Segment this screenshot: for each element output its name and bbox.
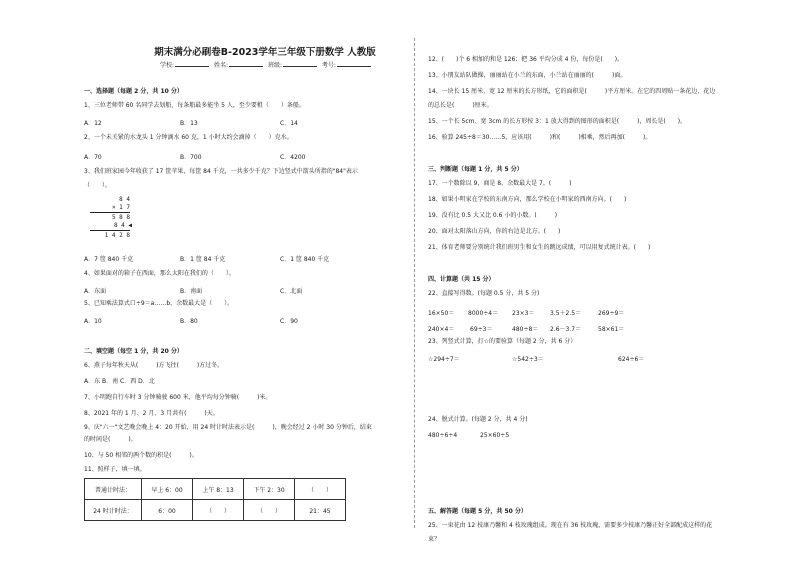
q1-option-b[interactable]: B．13 xyxy=(180,120,198,127)
q3-option-c[interactable]: C．1 筐 840 千克 xyxy=(280,256,330,263)
q4-option-b[interactable]: B．南面 xyxy=(180,288,203,295)
school-label: 学校: xyxy=(160,62,175,69)
fill-8: 8、2021 年的 1 月、2 月、3 月共有( )天。 xyxy=(84,410,219,417)
question-12: 12、( )个 6 相加的和是 126；把 36 平均分成 4 份，每份是( )。 xyxy=(428,56,624,63)
mental-calc-item: 16×50＝ xyxy=(428,310,455,317)
q3-vertical-calculation xyxy=(84,196,130,244)
fill-7: 7、小明跑自行车时 3 分钟骑驶 600 米，他平均每分钟骑( )米。 xyxy=(84,394,272,401)
fill-6: 6、燕子每年秋天从( )方飞往( )方过冬。 xyxy=(84,362,224,369)
calc-row-5: 1 4 2 8 xyxy=(104,232,130,239)
time-conversion-table xyxy=(84,478,346,521)
column-divider xyxy=(414,38,415,528)
section-choice-heading: 一、选择题（每题 2 分，共 10 分） xyxy=(84,88,183,95)
fill-10: 10、与 50 相邻的两个数的积是( )。 xyxy=(84,452,198,459)
table-cell: 早上 6：00 xyxy=(142,479,193,500)
judge-20: 20、面对太阳落山方向，你的右边是北方。( ) xyxy=(428,228,561,235)
mental-calc-item: 269÷9＝ xyxy=(598,310,625,317)
calc-row-4-arrow: 8 4 ◀ xyxy=(113,222,132,229)
table-cell[interactable]: （ ） xyxy=(295,479,346,500)
solve-25-line2: 束？ xyxy=(428,536,441,543)
mixed-calc-item: 480÷6÷4 xyxy=(428,432,458,439)
table-cell: 上午 8：13 xyxy=(193,479,244,500)
fill-9-line2: 的时间是( )。 xyxy=(84,436,137,443)
question-3-line2: （ ）。 xyxy=(84,182,112,189)
name-blank[interactable] xyxy=(229,66,263,67)
class-label: 班级: xyxy=(267,62,282,69)
table-cell: 普通计时法： xyxy=(85,479,142,500)
mental-calc-item: 2.6－3.7＝ xyxy=(550,326,582,333)
school-blank[interactable] xyxy=(175,66,209,67)
solve-25-line1: 25、一束花由 12 枝康乃馨和 4 枝玫瑰组成。现在有 36 枝玫瑰，需要多少枝康乃馨正好全部配成这样的花 xyxy=(428,522,713,529)
question-14-line1: 14、一块长 15 厘米，宽 12 厘米的长方形纸，它的面积是( )平方厘米。在它的四周贴一条花边，花边 xyxy=(428,88,716,95)
mental-calc-item: 69÷3＝ xyxy=(470,326,493,333)
section-fill-heading: 二、填空题（每空 1 分，共 20 分） xyxy=(84,348,183,355)
table-cell[interactable]: （ ） xyxy=(244,500,295,521)
vertical-calc-item: ☆294÷7＝ xyxy=(428,356,460,363)
calc-bar-1 xyxy=(90,212,130,213)
question-16: 16、验算 245÷8＝30……5，应该用( )和( )相乘，然后再加( )。 xyxy=(428,134,652,141)
table-row xyxy=(85,479,346,500)
calc-row-2: × 1 7 xyxy=(111,204,130,211)
calc-bar-2 xyxy=(90,230,130,231)
q2-option-c[interactable]: C．4200 xyxy=(280,154,306,161)
q2-option-a[interactable]: A．70 xyxy=(84,154,102,161)
question-3-line1: 3、我们班家园今年收获了 17 筐苹果，每筐 84 千克，一共多少千克？下边竖式中箭头所指的"84"表示 xyxy=(84,168,358,175)
page-title: 期末满分必刷卷B-2023学年三年级下册数学 人教版 xyxy=(154,47,376,58)
question-15: 15、一个长 5cm、宽 3cm 的长方形按 3：1 放大得到的图形的面积是( )，周长是( )。 xyxy=(428,118,687,125)
question-2: 2、一个未关紧的水龙头 1 分钟滴水 60 克，1 小时大约会滴掉（ ）克水。 xyxy=(84,134,293,141)
name-label: 姓名: xyxy=(214,62,229,69)
section-solve-heading: 五、解答题（每题 5 分，共 50 分） xyxy=(428,508,527,515)
q1-option-c[interactable]: C．14 xyxy=(280,120,298,127)
question-14-line2: 的总长是( )厘米。 xyxy=(428,102,493,109)
table-cell: 下午 2：30 xyxy=(244,479,295,500)
judge-19: 19、没有比 0.5 大又比 0.6 小的小数。( ) xyxy=(428,212,558,219)
fill-11: 11、照样子，填一填。 xyxy=(84,466,146,473)
mental-calc-item: 23×3＝ xyxy=(512,310,535,317)
q3-option-a[interactable]: A．7 筐 840 千克 xyxy=(84,256,134,263)
calc-row-1: 8 4 xyxy=(119,196,130,203)
calc-23: 23、列竖式计算，打☆的要验算（每题 2 分，共 6 分） xyxy=(428,338,577,345)
section-judge-heading: 三、判断题（每题 1 分，共 5 分） xyxy=(428,166,523,173)
mental-calc-item: 480÷8＝ xyxy=(512,326,539,333)
judge-17: 17、一个数除以 9，商是 8，余数最大是 7。( ) xyxy=(428,180,572,187)
question-4: 4、如果面对的箱子在西面，那么太阳在我们的（ ）。 xyxy=(84,270,235,277)
mental-calc-item: 58×61＝ xyxy=(598,326,625,333)
q3-option-b[interactable]: B．1 筐 84 千克 xyxy=(180,256,226,263)
table-cell: 24 时计时法： xyxy=(85,500,142,521)
table-cell: 21：45 xyxy=(295,500,346,521)
question-1: 1、三位老师带 60 名同学去划船，每条船最多能坐 5 人，至少要租（ ）条船。 xyxy=(84,102,305,109)
class-blank[interactable] xyxy=(283,66,317,67)
exam-no-label: 考号: xyxy=(321,62,336,69)
q5-option-b[interactable]: B．80 xyxy=(180,318,198,325)
fill-6-options: A．东 B．南 C．西 D．北 xyxy=(84,378,155,385)
vertical-calc-item: 624÷6＝ xyxy=(618,356,645,363)
student-info-row xyxy=(132,60,402,69)
calc-24: 24、脱式计算。(每题 2 分，共 4 分) xyxy=(428,416,528,423)
mixed-calc-item: 25×60÷5 xyxy=(480,432,510,439)
q1-option-a[interactable]: A．12 xyxy=(84,120,102,127)
calc-row-3: 5 8 8 xyxy=(111,214,130,221)
q4-option-c[interactable]: C．北面 xyxy=(280,288,303,295)
fill-9-line1: 9、庆"六一"文艺晚会晚上 4：20 开始，用 24 时计时法表示是( )，晚会经过 2 小时 30 分钟后，结束 xyxy=(84,424,372,431)
q5-option-c[interactable]: C．90 xyxy=(280,318,298,325)
calc-22: 22、直接写得数。(每题 0.5 分，共 5 分) xyxy=(428,290,540,297)
question-5: 5、已知乘法算式口÷9＝a……b，余数最大是（ ）。 xyxy=(84,300,234,307)
table-row xyxy=(85,500,346,521)
exam-no-blank[interactable] xyxy=(337,66,371,67)
vertical-calc-item: ☆542÷3＝ xyxy=(512,356,544,363)
q5-option-a[interactable]: A．10 xyxy=(84,318,102,325)
judge-21: 21、体育老师要分别统计我们班男生和女生的跳远成绩，可以用复式统计表。( ) xyxy=(428,244,651,251)
section-calc-heading: 四、计算题（共 15 分） xyxy=(428,276,495,283)
mental-calc-item: 240×4＝ xyxy=(428,326,455,333)
mental-calc-item: 8000÷4＝ xyxy=(468,310,499,317)
judge-18: 18、如果小明家在学校的东南方向，那么学校在小明家的西南方向。( ) xyxy=(428,196,627,203)
q2-option-b[interactable]: B．700 xyxy=(180,154,202,161)
table-cell[interactable]: （ ） xyxy=(193,500,244,521)
q4-option-a[interactable]: A．东面 xyxy=(84,288,107,295)
mental-calc-item: 3.5＋2.5＝ xyxy=(550,310,582,317)
question-13: 13、小朋友站队做操，丽丽站在小兰的东面，小兰站在丽丽的( )面。 xyxy=(428,72,627,79)
table-cell: 6：00 xyxy=(142,500,193,521)
